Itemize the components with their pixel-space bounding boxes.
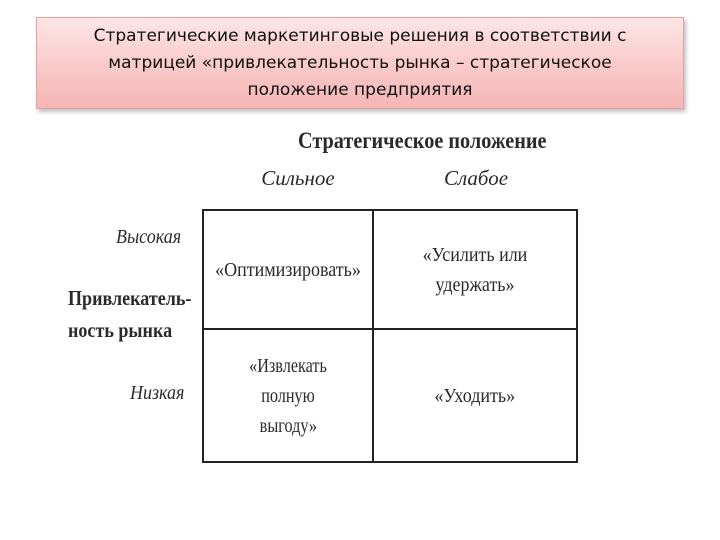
slide-title [94, 23, 627, 104]
market-attractiveness-header-line-1: Привлекатель- [68, 286, 192, 310]
slide-title-line-3: положение предприятия [247, 79, 473, 100]
cell-high-strong-text: «Оптимизировать» [215, 258, 361, 281]
slide-title-box [36, 17, 684, 109]
row-label-high: Высокая [116, 226, 182, 248]
cell-low-strong-text [216, 351, 360, 441]
cell-low-weak [374, 330, 576, 461]
cell-low-strong-line-1: «Извлекать полную [249, 354, 327, 407]
column-header-strong: Сильное [261, 166, 335, 190]
slide-title-line-2: матрицей «привлекательность рынка – стратегическое [108, 52, 612, 73]
column-header-weak: Слабое [443, 166, 509, 190]
cell-low-strong-line-2: выгоду» [259, 414, 317, 437]
strategic-position-header: Стратегическое положение [298, 128, 547, 153]
market-attractiveness-header-line-2: ность рынка [68, 318, 173, 342]
strategy-matrix [202, 209, 578, 463]
cell-low-strong [204, 330, 374, 461]
row-label-low: Низкая [130, 382, 185, 404]
slide-title-line-1: Стратегические маркетинговые решения в соответствии с [93, 25, 627, 46]
cell-high-weak [374, 211, 576, 330]
cell-low-weak-text: «Уходить» [434, 384, 516, 407]
cell-high-weak-text: «Усилить или удержать» [422, 243, 528, 296]
cell-high-strong [204, 211, 374, 330]
